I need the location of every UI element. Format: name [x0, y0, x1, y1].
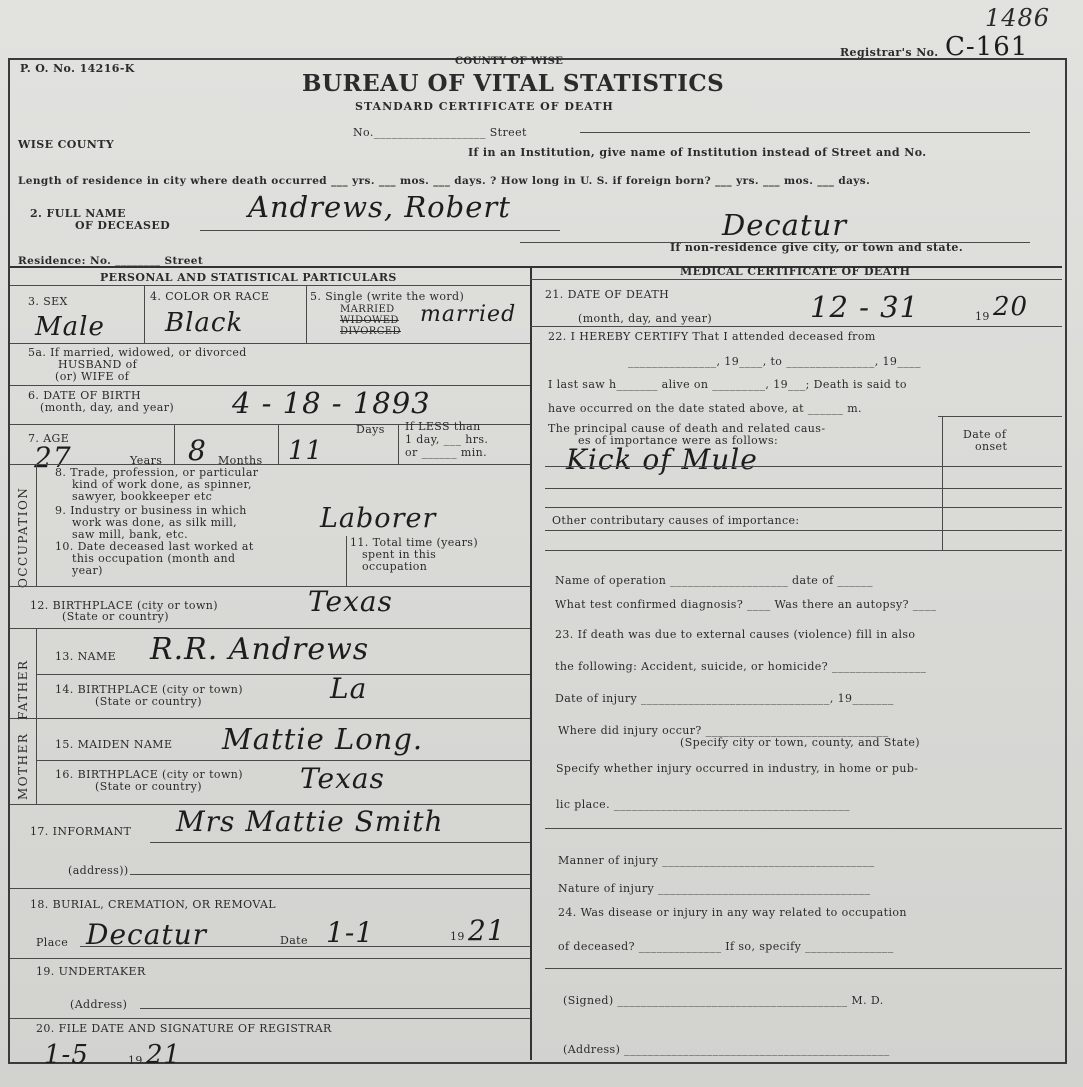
nonres-note: If non-residence give city, or town and state.	[670, 241, 964, 254]
less-label-3: or ______ min.	[405, 446, 488, 459]
divorced-label: DIVORCED	[340, 326, 401, 337]
standard-certificate-title: STANDARD CERTIFICATE OF DEATH	[355, 100, 614, 113]
undertaker-label: 19. UNDERTAKER	[36, 965, 146, 978]
informant-name: Mrs Mattie Smith	[176, 805, 444, 838]
occupation-side-label: OCCUPATION	[16, 486, 30, 588]
marital-value: married	[420, 302, 517, 327]
trade-label-1: 8. Trade, profession, or particular	[55, 466, 259, 479]
cause-of-death: Kick of Mule	[566, 443, 758, 476]
industry-label-1: 9. Industry or business in which	[55, 504, 247, 517]
residence-label: Residence: No. ________ Street	[18, 255, 204, 267]
spouse-label-1: 5a. If married, widowed, or divorced	[28, 346, 247, 359]
external-cause-line-1: 23. If death was due to external causes (violence) fill in also	[555, 628, 916, 641]
burial-place: Decatur	[86, 918, 208, 951]
industry-label-2: work was done, as silk mill,	[72, 516, 238, 529]
physician-address-line: (Address) _____________________________________________	[563, 1043, 890, 1056]
file-stamp-number: 1486	[985, 4, 1051, 32]
father-name-label: 13. NAME	[55, 650, 117, 663]
deceased-name: Andrews, Robert	[248, 190, 511, 224]
registrar-number: C-161	[945, 32, 1029, 62]
lastwork-label-2: this occupation (month and	[72, 552, 236, 565]
lastwork-label-1: 10. Date deceased last worked at	[55, 540, 254, 553]
trade-label-3: sawyer, bookkeeper etc	[72, 490, 213, 503]
birthplace-value: Texas	[308, 585, 393, 618]
age-days: 11	[288, 436, 324, 466]
mother-birthplace-label-2: (State or country)	[95, 780, 202, 793]
industry-label-3: saw mill, bank, etc.	[72, 528, 189, 541]
file-date: 1-5	[44, 1040, 89, 1070]
death-year: 20	[993, 292, 1029, 322]
file-year-prefix: 19	[128, 1054, 143, 1067]
death-month-day: 12 - 31	[810, 290, 920, 324]
bureau-title: BUREAU OF VITAL STATISTICS	[302, 70, 725, 97]
death-year-prefix: 19	[975, 310, 990, 323]
injury-where-line: Where did injury occur? _______________________________	[558, 724, 889, 737]
certify-text: 22. I HEREBY CERTIFY That I attended deceased from	[548, 330, 876, 343]
onset-label-1: Date of	[963, 428, 1007, 441]
residence-city: Decatur	[722, 208, 848, 242]
cause-label-2: es of importance were as follows:	[578, 434, 779, 447]
years-label: Years	[130, 454, 163, 467]
attend-range: _______________, 19____, to _______________, 19____	[628, 355, 921, 368]
age-label: 7. AGE	[28, 432, 70, 445]
signed-line: (Signed) _______________________________________ M. D.	[563, 994, 884, 1007]
informant-address-label: (address))	[68, 864, 129, 877]
residence-length: Length of residence in city where death occurred ___ yrs. ___ mos. ___ days. ? How long in U. S. if foreign born? ___ yrs. ___ mos. ___ days.	[18, 175, 871, 187]
less-label-1: If LESS than	[405, 420, 481, 433]
father-side-label: FATHER	[16, 659, 30, 720]
father-birthplace-label-2: (State or country)	[95, 695, 202, 708]
injury-specify-line-2: lic place. ________________________________________	[556, 798, 850, 811]
spouse-label-3: (or) WIFE of	[55, 370, 130, 383]
occurred-text: have occurred on the date stated above, at ______ m.	[548, 402, 862, 415]
cause-label-1: The principal cause of death and related caus-	[548, 422, 826, 435]
undertaker-address-label: (Address)	[70, 998, 128, 1011]
sex-label: 3. SEX	[28, 295, 68, 308]
onset-label-2: onset	[975, 440, 1008, 453]
spouse-label-2: HUSBAND of	[58, 358, 138, 371]
days-label: Days	[356, 423, 385, 436]
diagnosis-test-line: What test confirmed diagnosis? ____ Was there an autopsy? ____	[555, 598, 937, 611]
mother-birthplace: Texas	[300, 762, 385, 795]
full-name-label-1: 2. FULL NAME	[30, 207, 126, 220]
father-birthplace-label-1: 14. BIRTHPLACE (city or town)	[55, 683, 243, 696]
father-name: R.R. Andrews	[150, 632, 370, 667]
mother-maiden-name: Mattie Long.	[222, 722, 424, 756]
mother-side-label: MOTHER	[16, 732, 30, 800]
less-label-2: 1 day, ___ hrs.	[405, 433, 489, 446]
occupation-related-line-1: 24. Was disease or injury in any way related to occupation	[558, 906, 907, 919]
operation-line: Name of operation ____________________ date of ______	[555, 574, 873, 587]
injury-where-note: (Specify city or town, county, and State)	[680, 736, 920, 749]
last-saw-text: I last saw h_______ alive on _________, 19___; Death is said to	[548, 378, 907, 391]
county-of: COUNTY OF WISE	[455, 56, 564, 67]
color-value: Black	[165, 308, 244, 338]
death-date-label-2: (month, day, and year)	[578, 312, 713, 325]
mother-maiden-label: 15. MAIDEN NAME	[55, 738, 173, 751]
external-cause-line-2: the following: Accident, suicide, or homicide? ________________	[555, 660, 927, 673]
age-years: 27	[34, 441, 72, 474]
file-year: 21	[146, 1040, 182, 1070]
burial-date: 1-1	[326, 916, 375, 949]
marital-label: 5. Single (write the word)	[310, 290, 465, 303]
medical-header: MEDICAL CERTIFICATE OF DEATH	[680, 265, 911, 278]
color-label: 4. COLOR OR RACE	[150, 290, 270, 303]
dob-label-2: (month, day, and year)	[40, 401, 175, 414]
age-months: 8	[188, 434, 207, 467]
personal-header: PERSONAL AND STATISTICAL PARTICULARS	[100, 271, 397, 284]
po-number: P. O. No. 14216-K	[20, 62, 135, 75]
married-label: MARRIED	[340, 304, 395, 315]
birthplace-label-1: 12. BIRTHPLACE (city or town)	[30, 599, 218, 612]
registrar-label: Registrar's No.	[840, 46, 939, 59]
county-name: WISE COUNTY	[18, 138, 115, 151]
burial-year: 21	[468, 914, 506, 947]
institution-note: If in an Institution, give name of Institution instead of Street and No.	[468, 146, 927, 159]
no-street-line: No.___________________ Street	[353, 126, 527, 139]
injury-manner-line: Manner of injury ____________________________________	[558, 854, 875, 867]
months-label: Months	[218, 454, 263, 467]
other-causes-label: Other contributary causes of importance:	[552, 514, 800, 527]
father-birthplace: La	[330, 672, 368, 705]
burial-date-label: Date	[280, 934, 308, 947]
file-date-label: 20. FILE DATE AND SIGNATURE OF REGISTRAR	[36, 1022, 332, 1035]
burial-label: 18. BURIAL, CREMATION, OR REMOVAL	[30, 898, 277, 911]
total-label-3: occupation	[362, 560, 428, 573]
occupation-value: Laborer	[320, 503, 437, 534]
dob-label-1: 6. DATE OF BIRTH	[28, 389, 142, 402]
sex-value: Male	[35, 312, 105, 342]
mother-birthplace-label-1: 16. BIRTHPLACE (city or town)	[55, 768, 243, 781]
total-label-2: spent in this	[362, 548, 437, 561]
death-date-label-1: 21. DATE OF DEATH	[545, 288, 670, 301]
dob-value: 4 - 18 - 1893	[232, 386, 431, 420]
trade-label-2: kind of work done, as spinner,	[72, 478, 252, 491]
birthplace-label-2: (State or country)	[62, 610, 169, 623]
widowed-label: WIDOWED	[340, 315, 399, 326]
occupation-related-line-2: of deceased? ______________ If so, specify _______________	[558, 940, 894, 953]
injury-nature-line: Nature of injury ____________________________________	[558, 882, 871, 895]
burial-place-label: Place	[36, 936, 69, 949]
informant-label: 17. INFORMANT	[30, 825, 132, 838]
full-name-label-2: OF DECEASED	[75, 219, 171, 232]
injury-specify-line-1: Specify whether injury occurred in industry, in home or pub-	[556, 762, 919, 775]
burial-year-prefix: 19	[450, 930, 465, 943]
total-label-1: 11. Total time (years)	[350, 536, 479, 549]
injury-date-line: Date of injury ________________________________, 19_______	[555, 692, 894, 705]
lastwork-label-3: year)	[72, 564, 103, 577]
